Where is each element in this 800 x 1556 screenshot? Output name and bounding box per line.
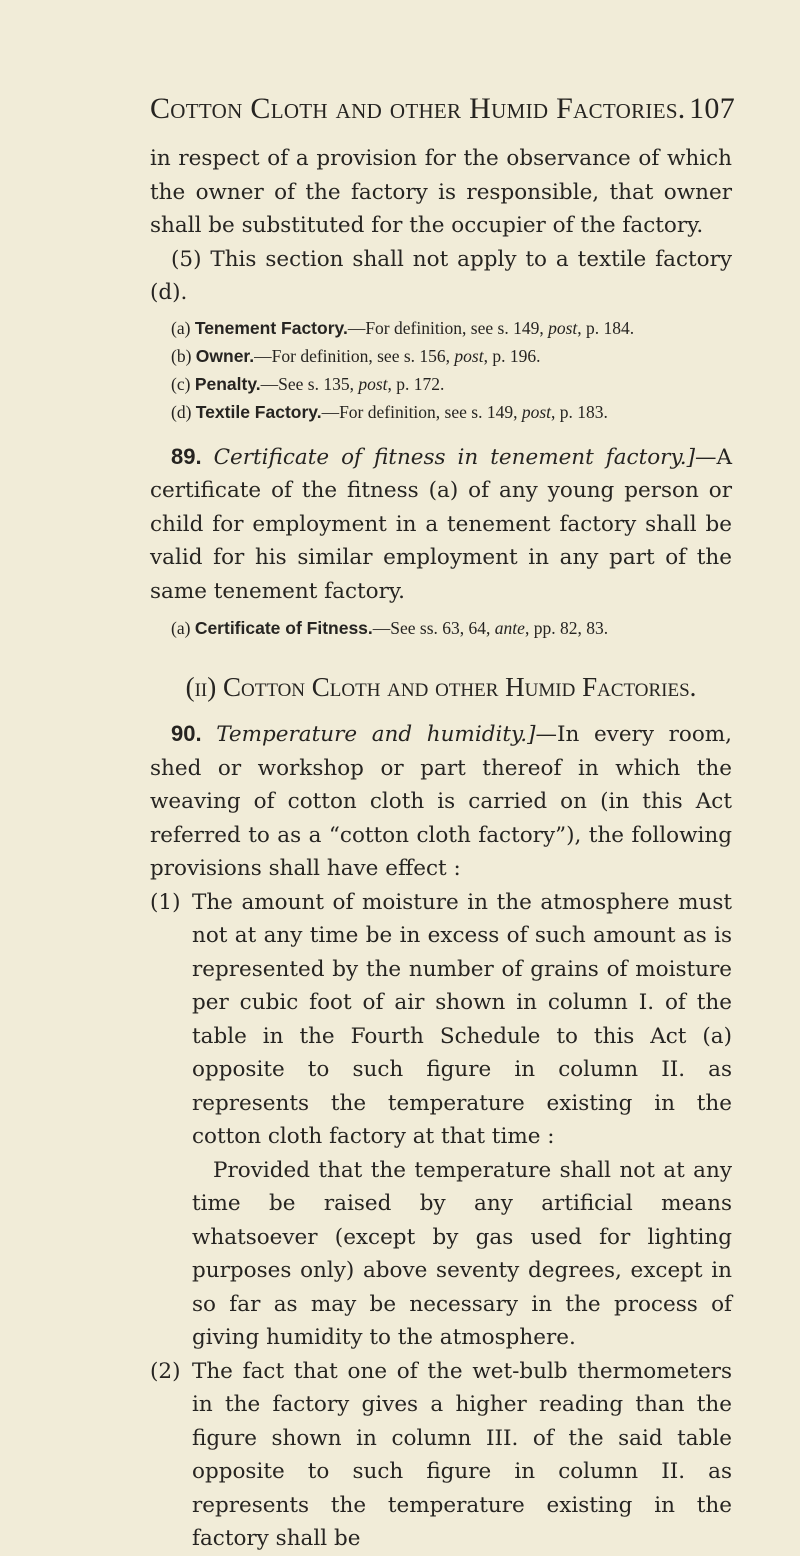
carry-over-paragraph: in respect of a provision for the observance of which the owner of the factory is responsible, that owner shall be substituted for the occupier of the factory. — [150, 146, 732, 238]
footnote: (b) Owner.—For definition, see s. 156, post, p. 196. — [171, 345, 541, 366]
subsection-1 — [150, 886, 732, 1355]
part-heading: (ii) Cotton Cloth and other Humid Factories. — [185, 672, 697, 702]
section-90 — [150, 717, 732, 886]
subsection-5: (5) This section shall not apply to a textile factory (d). — [150, 246, 732, 305]
page-number: 107 — [689, 92, 735, 125]
footnote: (a) Certificate of Fitness.—See ss. 63, 64, ante, pp. 82, 83. — [171, 618, 609, 638]
subsection-text: The amount of moisture in the atmosphere must not at any time be in excess of such amount as is represented by the number of grains of moisture per cubic foot of air shown in column I. of the table in the Fourth Schedule to this Act (a) opposite to such figure in column II. as represents the temperature existing in the cotton cloth factory at that time : — [192, 889, 732, 1149]
subsection-text: The fact that one of the wet-bulb thermometers in the factory gives a higher reading than the figure shown in column III. of the said table opposite to such figure in column II. as represents the temperature existing in the factory shall be — [192, 1358, 732, 1551]
section-89 — [150, 440, 732, 609]
page-body — [150, 142, 732, 1556]
section-title: Temperature and humidity.] — [216, 722, 536, 747]
running-header — [150, 92, 735, 126]
section-text: —A certificate of the fitness (a) of any young person or child for employment in a tenement factory shall be valid for his similar employment in any part of the same tenement factory. — [150, 444, 732, 604]
footnotes-section-88 — [150, 314, 732, 426]
subsection-label: (1) — [150, 889, 181, 915]
subsection-label: (2) — [150, 1358, 181, 1384]
footnote: (a) Tenement Factory.—For definition, see s. 149, post, p. 184. — [171, 317, 635, 338]
section-title: Certificate of fitness in tenement factory.] — [213, 444, 695, 470]
footnote: (d) Textile Factory.—For definition, see s. 149, post, p. 183. — [171, 401, 608, 422]
subsection-2 — [150, 1355, 732, 1556]
section-text: —In every room, shed or workshop or part thereof in which the weaving of cotton cloth is carried on (in this Act referred to as a “cotton cloth factory”), the following provisions shall have effect : — [150, 722, 732, 881]
running-title: Cotton Cloth and other Humid Factories. — [150, 92, 686, 125]
footnotes-section-89 — [150, 614, 732, 642]
section-number: 89. — [171, 443, 202, 469]
footnote: (c) Penalty.—See s. 135, post, p. 172. — [171, 373, 445, 394]
section-number: 90. — [171, 721, 202, 746]
proviso-text: Provided that the temperature shall not at any time be raised by any artificial means whatsoever (except by gas used for lighting purposes only) above seventy degrees, except in so far as may be necessary in the process of giving humidity to the atmosphere. — [192, 1157, 732, 1350]
